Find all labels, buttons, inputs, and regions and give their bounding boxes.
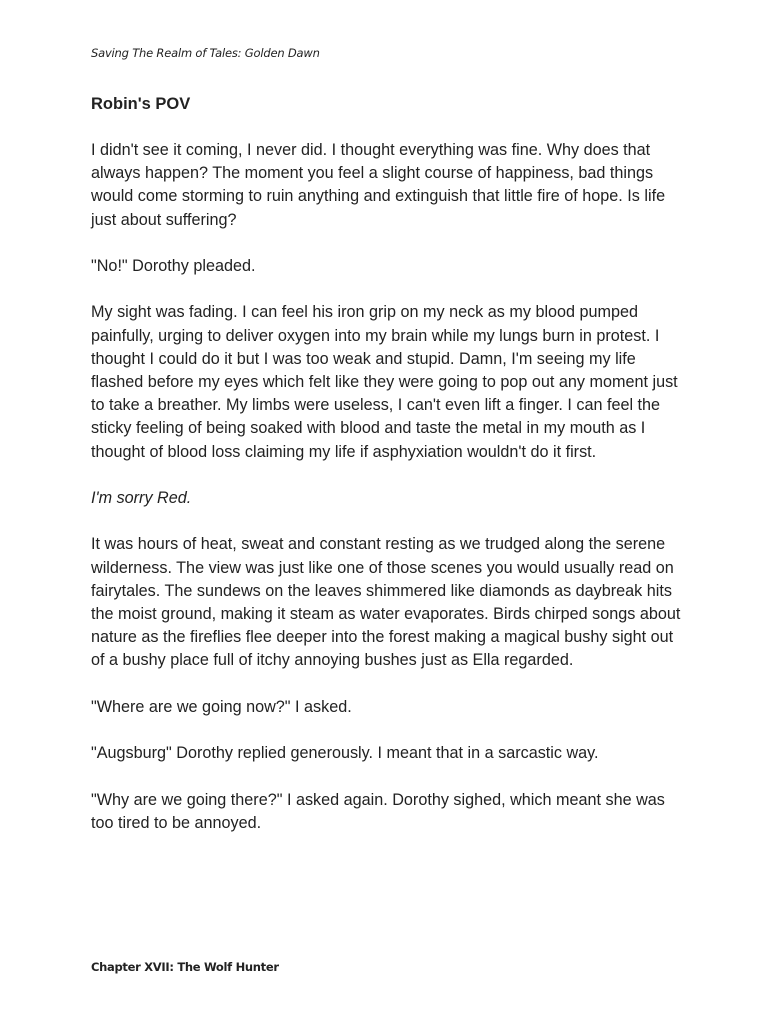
running-footer: Chapter XVII: The Wolf Hunter — [91, 960, 279, 974]
paragraph: "Where are we going now?" I asked. — [91, 697, 352, 716]
paragraph: I'm sorry Red. — [91, 489, 192, 507]
paragraph: "Why are we going there?" I asked again. Dorothy sighed, which meant she was too tired to be annoyed. — [91, 790, 665, 832]
chapter-body — [91, 93, 687, 858]
paragraph-list — [91, 139, 687, 835]
pov-heading: Robin's POV — [91, 95, 191, 113]
paragraph: It was hours of heat, sweat and constant resting as we trudged along the serene wilderness. The view was just like one of those scenes you would usually read on fairytales. The sundews on the leaves shimmered like diamonds as daybreak hits the moist ground, making it steam as water evaporates. Birds chirped songs about nature as the fireflies flee deeper into the forest making a magical bushy sight out of a bushy place full of itchy annoying bushes just as Ella regarded. — [91, 535, 681, 670]
paragraph: My sight was fading. I can feel his iron grip on my neck as my blood pumped painfully, urging to deliver oxygen into my brain while my lungs burn in protest. I thought I could do it but I was too weak and stupid. Damn, I'm seeing my life flashed before my eyes which felt like they were going to pop out any moment just to take a breather. My limbs were useless, I can't even lift a finger. I can feel the sticky feeling of being soaked with blood and taste the metal in my mouth as I thought of blood loss claiming my life if asphyxiation wouldn't do it first. — [91, 303, 678, 461]
paragraph: "Augsburg" Dorothy replied generously. I meant that in a sarcastic way. — [91, 744, 599, 763]
paragraph: "No!" Dorothy pleaded. — [91, 257, 256, 275]
paragraph: I didn't see it coming, I never did. I thought everything was fine. Why does that always happen? The moment you feel a slight course of happiness, bad things would come storming to ruin anything and extinguish that little fire of hope. Is life just about suffering? — [91, 141, 666, 229]
running-header: Saving The Realm of Tales: Golden Dawn — [91, 46, 320, 60]
